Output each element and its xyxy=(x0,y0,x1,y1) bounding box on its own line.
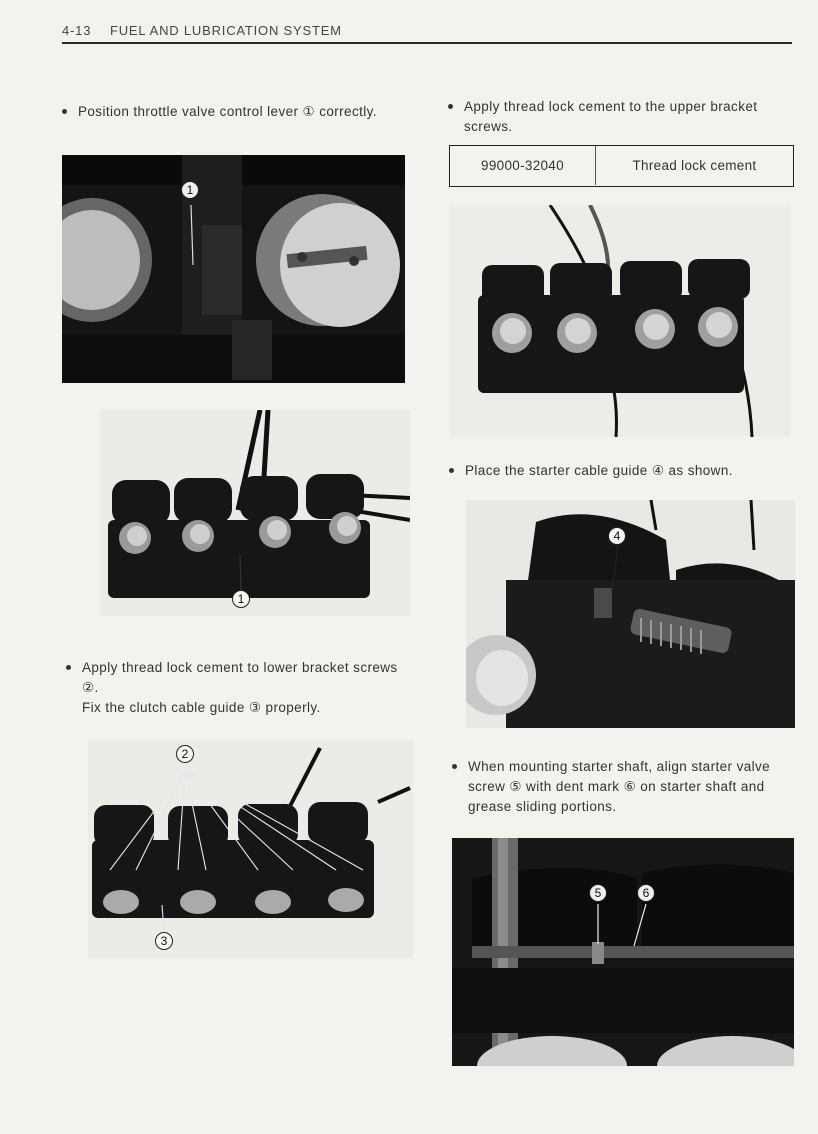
bullet-icon xyxy=(452,764,457,769)
callout-1: 1 xyxy=(181,181,199,199)
step-text-2: Fix the clutch cable guide ③ properly. xyxy=(82,700,321,715)
step-starter-cable-guide xyxy=(465,461,795,481)
photo-lower-bracket-screws xyxy=(88,740,413,958)
callout-2: 2 xyxy=(176,745,194,763)
bullet-icon xyxy=(449,468,454,473)
bullet-icon xyxy=(448,104,453,109)
step-starter-shaft xyxy=(468,757,796,817)
bullet-icon xyxy=(66,665,71,670)
callout-3: 3 xyxy=(155,932,173,950)
step-text: Apply thread lock cement to the upper bracket screws. xyxy=(464,99,758,134)
page-number: 4-13 xyxy=(62,23,92,38)
step-text: Position throttle valve control lever ① correctly. xyxy=(78,104,377,119)
part-name-cell: Thread lock cement xyxy=(632,158,757,173)
photo-throttle-lever xyxy=(62,155,405,383)
bullet-icon xyxy=(62,109,67,114)
photo-carburetor-set-lever xyxy=(100,410,410,616)
thread-lock-table xyxy=(449,145,794,187)
step-lower-bracket xyxy=(82,658,408,718)
step-text: Apply thread lock cement to lower bracket screws ②. xyxy=(82,660,398,695)
step-text: When mounting starter shaft, align starter valve screw ⑤ with dent mark ⑥ on starter shaft and grease sliding portions. xyxy=(468,759,771,814)
callout-5: 5 xyxy=(589,884,607,902)
step-upper-bracket xyxy=(464,97,794,137)
photo-upper-bracket xyxy=(450,205,790,437)
photo-starter-shaft xyxy=(452,838,794,1066)
part-number-cell: 99000-32040 xyxy=(450,146,596,185)
photo-starter-cable-guide xyxy=(466,500,795,728)
page-header xyxy=(62,20,792,44)
callout-1-set: 1 xyxy=(232,590,250,608)
callout-6: 6 xyxy=(637,884,655,902)
step-text: Place the starter cable guide ④ as shown. xyxy=(465,463,733,478)
section-title: FUEL AND LUBRICATION SYSTEM xyxy=(110,23,342,38)
step-throttle-lever xyxy=(78,102,404,122)
callout-4: 4 xyxy=(608,527,626,545)
